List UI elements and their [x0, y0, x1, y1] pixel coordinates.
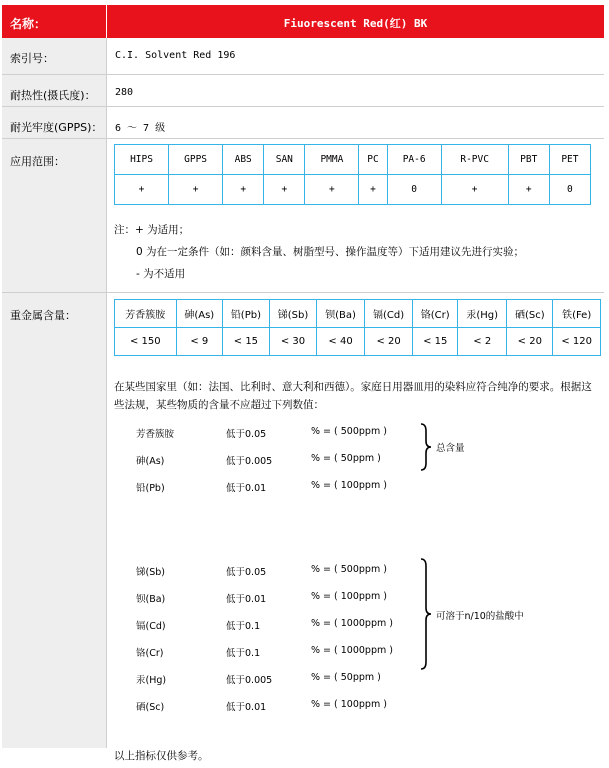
heavy-metal-column-0: 芳香簇胺 [115, 300, 177, 328]
application-value-2: + [223, 175, 264, 205]
heavy-metal-value-6: < 15 [413, 328, 458, 356]
group2-limit: 低于0.005 [226, 675, 273, 686]
group2-limit: 低于0.01 [226, 594, 267, 605]
heavy-metal-table [114, 299, 601, 356]
group2-name: 汞(Hg) [136, 675, 167, 686]
group1-limit: 低于0.05 [226, 429, 267, 440]
application-value-4: + [305, 175, 359, 205]
heavy-metal-value-2: < 15 [222, 328, 269, 356]
soluble-brace [419, 558, 433, 670]
group1-ppm: % = ( 100ppm ) [311, 480, 387, 491]
heavy-metal-value-5: < 20 [364, 328, 412, 356]
index-label: 索引号： [2, 38, 107, 74]
application-column-6: PA-6 [387, 145, 441, 175]
application-column-1: GPPS [169, 145, 223, 175]
group2-name: 铬(Cr) [136, 648, 164, 659]
application-value-0: + [115, 175, 169, 205]
group1-limit: 低于0.01 [226, 483, 267, 494]
light-label: 耐光牢度(GPPS)： [2, 107, 107, 138]
application-value-8: + [508, 175, 549, 205]
heavy-metal-column-4: 钡(Ba) [317, 300, 365, 328]
limits-list [114, 418, 604, 748]
group2-limit: 低于0.01 [226, 702, 267, 713]
heavy-metal-value-8: < 20 [507, 328, 553, 356]
group2-ppm: % = ( 500ppm ) [311, 564, 387, 575]
heavy-metal-value-1: < 9 [176, 328, 222, 356]
application-value-5: + [359, 175, 387, 205]
regulation-intro: 在某些国家里（如：法国、比利时、意大利和西德）。家庭日用器皿用的染料应符合纯净的要求。根据这些法规，某些物质的含量不应超过下列数值： [114, 381, 592, 411]
group2-name: 硒(Sc) [136, 702, 165, 713]
group2-limit: 低于0.1 [226, 621, 261, 632]
application-value-1: + [169, 175, 223, 205]
group1-name: 芳香簇胺 [136, 429, 175, 440]
application-table [114, 144, 591, 205]
heat-row [2, 75, 604, 107]
note-plus: 注：+ 为适用； [114, 224, 190, 236]
group1-ppm: % = ( 50ppm ) [311, 453, 381, 464]
group2-ppm: % = ( 1000ppm ) [311, 645, 393, 656]
application-column-5: PC [359, 145, 387, 175]
name-label: 名称： [2, 5, 107, 38]
group2-limit: 低于0.05 [226, 567, 267, 578]
heavy-metal-column-1: 砷(As) [176, 300, 222, 328]
product-spec-sheet [2, 5, 604, 762]
light-value: 6 ～ 7 级 [115, 123, 166, 134]
heavy-metal-value-7: < 2 [458, 328, 507, 356]
heavy-metal-column-7: 汞(Hg) [458, 300, 507, 328]
heavy-metal-value-0: < 150 [115, 328, 177, 356]
group2-ppm: % = ( 50ppm ) [311, 672, 381, 683]
group2-ppm: % = ( 100ppm ) [311, 699, 387, 710]
group2-name: 镉(Cd) [136, 621, 166, 632]
group1-name: 铅(Pb) [136, 483, 165, 494]
application-column-8: PBT [508, 145, 549, 175]
heavy-metal-column-3: 锑(Sb) [269, 300, 316, 328]
application-row [2, 139, 604, 293]
application-value-9: 0 [549, 175, 590, 205]
heavy-metal-row [2, 293, 604, 762]
heavy-metal-label: 重金属含量： [2, 293, 107, 748]
heavy-metal-column-6: 铬(Cr) [413, 300, 458, 328]
group2-ppm: % = ( 1000ppm ) [311, 618, 393, 629]
name-row [2, 5, 604, 38]
application-column-9: PET [549, 145, 590, 175]
group1-limit: 低于0.005 [226, 456, 273, 467]
application-value-6: 0 [387, 175, 441, 205]
footer-note: 以上指标仅供参考。 [114, 750, 209, 762]
note-minus: - 为不适用 [136, 268, 186, 280]
heavy-metal-column-5: 镉(Cd) [364, 300, 412, 328]
total-content-label: 总含量 [436, 443, 465, 454]
note-zero: 0 为在一定条件（如：颜料含量、树脂型号、操作温度等）下适用建议先进行实验； [136, 246, 525, 258]
application-column-4: PMMA [305, 145, 359, 175]
group1-name: 砷(As) [136, 456, 165, 467]
heavy-metal-value-3: < 30 [269, 328, 316, 356]
heat-value: 280 [115, 87, 134, 98]
application-column-3: SAN [264, 145, 305, 175]
application-value-7: + [441, 175, 508, 205]
light-row [2, 107, 604, 139]
index-value: C.I. Solvent Red 196 [115, 50, 236, 61]
application-content [107, 139, 604, 292]
group2-ppm: % = ( 100ppm ) [311, 591, 387, 602]
heavy-metal-column-2: 铅(Pb) [222, 300, 269, 328]
heat-label: 耐热性(摄氏度)： [2, 75, 107, 106]
heavy-metal-column-9: 铁(Fe) [553, 300, 601, 328]
heavy-metal-column-8: 硒(Sc) [507, 300, 553, 328]
application-notes [114, 219, 604, 285]
group1-ppm: % = ( 500ppm ) [311, 426, 387, 437]
group2-name: 锑(Sb) [136, 567, 165, 578]
heavy-metal-content [107, 293, 604, 762]
application-column-7: R-PVC [441, 145, 508, 175]
heavy-metal-value-9: < 120 [553, 328, 601, 356]
soluble-label: 可溶于n/10的盐酸中 [436, 611, 524, 622]
application-value-3: + [264, 175, 305, 205]
application-column-0: HIPS [115, 145, 169, 175]
group2-limit: 低于0.1 [226, 648, 261, 659]
product-name: Fiuorescent Red(红) BK [283, 17, 428, 30]
application-label: 应用范围： [2, 139, 107, 292]
heavy-metal-value-4: < 40 [317, 328, 365, 356]
total-content-brace [419, 423, 433, 471]
group2-name: 钡(Ba) [136, 594, 166, 605]
index-row [2, 38, 604, 75]
application-column-2: ABS [223, 145, 264, 175]
